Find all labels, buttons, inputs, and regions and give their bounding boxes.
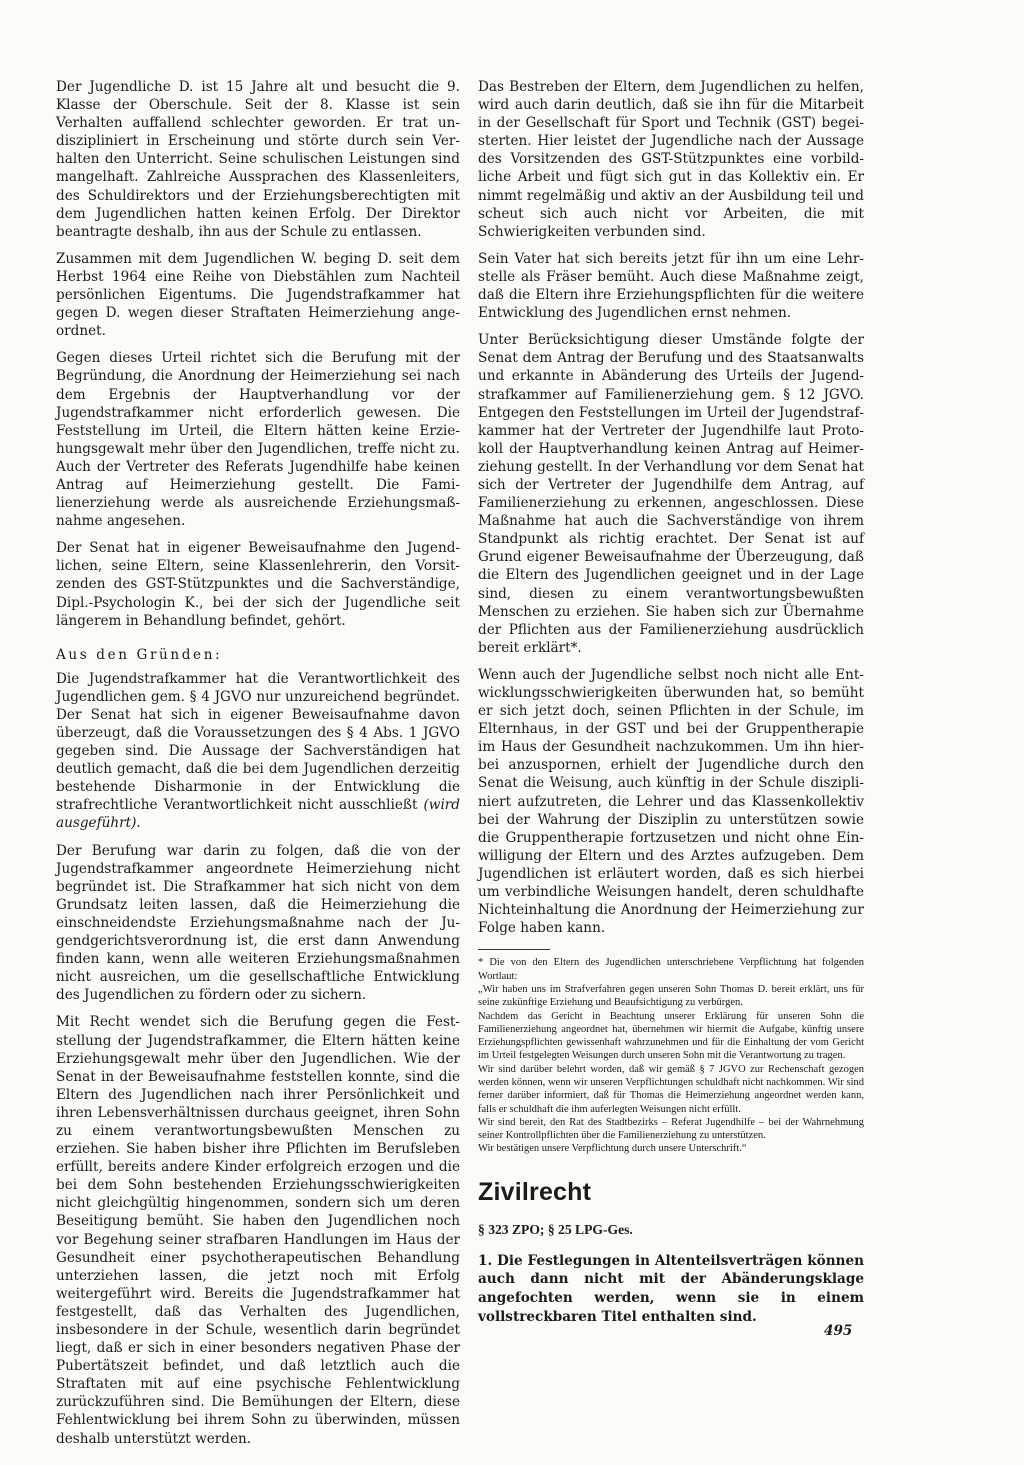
paragraph: Der Berufung war darin zu folgen, daß die von der Jugendstrafkammer angeordnete Heimerziehung nicht begründet ist. Die Strafkammer hat sich nicht von dem Grundsatz leiten lassen, daß die Heimerziehung die einschneidendste Erziehungsmaßnahme nach der Jugendgerichtsverordnung ist, die erst dann Anwendung finden kann, wenn alle weiteren Erziehungsmaßnahmen nicht ausreichen, um die gesellschaftliche Entwicklung des Jugendlichen zu fördern oder zu sichern. — [56, 842, 460, 1004]
section-heading: Zivilrecht — [478, 1177, 592, 1206]
paragraph: Sein Vater hat sich bereits jetzt für ihn um eine Lehrstelle als Fräser bemüht. Auch diese Maßnahme zeigt, daß die Eltern ihre Erziehungspflichten für die weitere Entwicklung des Jugendlichen ernst nehmen. — [478, 250, 864, 322]
paragraph: Gegen dieses Urteil richtet sich die Berufung mit der Begründung, die Anordnung der Heimerziehung sei nach dem Ergebnis der Hauptverhandlung vor der Jugendstrafkammer nicht erforderlich gewesen. Die Feststellung im Urteil, die Eltern hätten keine Erziehungsgewalt mehr über den Jugendlichen, treffe nicht zu. Auch der Vertreter des Referats Jugendhilfe habe keinen Antrag auf Heimerziehung gestellt. Die Familienerziehung werde als ausreichende Erziehungsmaßnahme angesehen. — [56, 350, 460, 530]
footnote-line: Nachdem das Gericht in Beachtung unserer Erklärung für unseren Sohn die Familienerziehung angeordnet hat, übernehmen wir hiermit die Aufgabe, künftig unsere Erziehungspflichten gewissenhaft wahrzunehmen und für die Einhaltung der vom Gericht im Urteil festgelegten Weisungen durch unseren Sohn mit die Verantwortung zu tragen. — [478, 1010, 864, 1062]
paragraph: Unter Berücksichtigung dieser Umstände folgte der Senat dem Antrag der Berufung und des Staatsanwalts und erkannte in Abänderung des Urteils der Jugendstrafkammer auf Familienerziehung gem. § 12 JGVO. Entgegen den Feststellungen im Urteil der Jugendstrafkammer hat der Vertreter der Jugendhilfe laut Protokoll der Hauptverhandlung keinen Antrag auf Heimerziehung gestellt. In der Verhandlung vor dem Senat hat sich der Vertreter der Jugendhilfe dem Antrag, auf Familienerziehung zu erkennen, angeschlossen. Diese Maßnahme hat auch die Sachverständige von ihrem Standpunkt als richtig erachtet. Der Senat ist auf Grund eigener Beweisaufnahme der Überzeugung, daß die Eltern des Jugendlichen geeignet und in der Lage sind, diesen zu einem verantwortungsbewußten Menschen zu erziehen. Sie haben sich zur Übernahme der Pflichten aus der Familienerziehung ausdrücklich bereit erklärt*. — [478, 332, 864, 656]
page-number: 495 — [824, 1323, 853, 1339]
footnote-line: * Die von den Eltern des Jugendlichen unterschriebene Verpflichtung hat folgenden Wortlaut: — [478, 957, 864, 982]
paragraph: Wenn auch der Jugendliche selbst noch nicht alle Entwicklungsschwierigkeiten überwunden hat, so bemüht er sich jetzt doch, seinen Pflichten in der Schule, im Elternhaus, in der GST und bei der Gruppentherapie im Haus der Gesundheit nachzukommen. Um ihn hierbei anzuspornen, erhielt der Jugendliche durch den Senat die Weisung, auch künftig in der Schule diszipliniert aufzutreten, die Lehrer und das Klassenkollektiv bei der Wahrung der Disziplin zu unterstützen sowie die Gruppentherapie fortzusetzen und nicht ohne Einwilligung der Eltern und des Arztes aufzugeben. Dem Jugendlichen ist erläutert worden, daß es sich hierbei um verbindliche Weisungen handelt, deren schuldhafte Nichteinhaltung die Anordnung der Heimerziehung zur Folge haben kann. — [478, 666, 864, 937]
norm-reference: § 323 ZPO; § 25 LPG-Ges. — [478, 1221, 633, 1237]
paragraph: Das Bestreben der Eltern, dem Jugendlichen zu helfen, wird auch darin deutlich, daß sie ihn für die Mitarbeit in der Gesellschaft für Sport und Technik (GST) begeisterten. Hier leistet der Jugendliche nach der Aussage des Vorsitzenden des GST-Stützpunktes eine vorbildliche Arbeit und fügt sich gut in das Kollektiv ein. Er nimmt regelmäßig und aktiv an der Ausbildung teil und scheut sich auch nicht vor Arbeiten, die mit Schwierigkeiten verbunden sind. — [478, 79, 864, 240]
paragraph: Mit Recht wendet sich die Berufung gegen die Feststellung der Jugendstrafkammer, die Eltern hätten keine Erziehungsgewalt mehr über den Jugendlichen. Wie der Senat in der Beweisaufnahme feststellen konnte, sind die Eltern des Jugendlichen nach ihrer Persönlichkeit und ihren Lebensverhältnissen durchaus geeignet, ihren Sohn zu einem verantwortungsbewußten Menschen zu erziehen. Sie haben bisher ihre Pflichten im Berufsleben erfüllt, bereits andere Kinder erfolgreich erzogen und die bei dem Sohn bestehenden Erziehungsschwierigkeiten nicht gleichgültig hingenommen, sondern sich um deren Beseitigung bemüht. Sie haben den Jugendlichen noch vor Begehung seiner strafbaren Handlungen im Haus der Gesundheit einer psychotherapeutischen Behandlung unterziehen lassen, die jetzt noch mit Erfolg weitergeführt wird. Bereits die Jugendstrafkammer hat festgestellt, daß das Verhalten des Jugendlichen, insbesondere in der Schule, wesentlich darin begründet liegt, daß er sich in einer besonders negativen Phase der Pubertätszeit befindet, und daß letztlich auch die Straftaten mit auf eine psychische Fehlentwicklung zurückzuführen sind. Die Bemühungen der Eltern, diese Fehlentwicklung bei ihrem Sohn zu überwinden, müssen deshalb unterstützt werden. — [56, 1014, 460, 1447]
headnote: 1. Die Festlegungen in Altenteilsverträgen können auch dann nicht mit der Abänderungsklage angefochten werden, wenn sie in einem vollstreckbaren Titel enthalten sind. — [478, 1252, 864, 1325]
paragraph: Der Senat hat in eigener Beweisaufnahme den Jugendlichen, seine Eltern, seine Klassenlehrerin, den Vorsitzenden des GST-Stützpunktes und die Sachverständige, Dipl.-Psychologin K., bei der sich der Jugendliche seit längerem in Behandlung befindet, gehört. — [56, 540, 460, 629]
footnote-line: „Wir haben uns im Strafverfahren gegen unseren Sohn Thomas D. bereit erklärt, uns für seine zukünftige Erziehung und Beaufsichtigung zu verbürgen. — [478, 983, 864, 1009]
footnote-line: Wir sind bereit, den Rat des Stadtbezirks – Referat Jugendhilfe – bei der Wahrnehmung seiner Kontrollpflichten über die Familienerziehung zu unterstützen. — [478, 1116, 864, 1142]
paragraph-text: Die Jugendstrafkammer hat die Verantwortlichkeit des Jugendlichen gem. § 4 JGVO nur unzureichend begründet. Der Senat hat sich in eigener Beweisaufnahme davon überzeugt, daß die Voraussetzungen des § 4 Abs. 1 JGVO gegeben sind. Die Aussage der Sachverständigen hat deutlich gemacht, daß die bei dem Jugendlichen derzeitig bestehende Disharmonie in der Entwicklung die strafrechtliche Verantwortlichkeit nicht ausschließt — [56, 670, 460, 814]
footnote-line: Wir sind darüber belehrt worden, daß wir gemäß § 7 JGVO zur Rechenschaft gezogen werden können, wenn wir unseren Verpflichtungen schuldhaft nicht nachkommen. Wir sind ferner darüber informiert, daß für Thomas die Heimerziehung angeordnet werden kann, falls er schuldhaft die ihm auferlegten Weisungen nicht erfüllt. — [478, 1063, 864, 1115]
footnote-line: Wir bestätigen unsere Verpflichtung durch unsere Unterschrift.“ — [478, 1143, 747, 1155]
paragraph: Der Jugendliche D. ist 15 Jahre alt und besucht die 9. Klasse der Oberschule. Seit der 8. Klasse ist sein Verhalten auffallend schlechter geworden. Er trat undiszipliniert in Erscheinung und störte durch sein Verhalten den Unterricht. Seine schulischen Leistungen sind mangelhaft. Zahlreiche Aussprachen des Klassenleiters, des Schuldirektors und der Erziehungsberechtigten mit dem Jugendlichen hatten keinen Erfolg. Der Direktor beantragte deshalb, ihn aus der Schule zu entlassen. — [56, 79, 460, 240]
footnote-divider — [478, 949, 550, 950]
paragraph — [56, 670, 460, 833]
grounds-heading: Aus den Gründen: — [56, 646, 223, 663]
right-column — [478, 78, 864, 1326]
footnote — [478, 956, 864, 1155]
italic-note: (wird ausgeführt). — [56, 797, 460, 832]
left-column — [56, 78, 460, 1457]
paragraph: Zusammen mit dem Jugendlichen W. beging D. seit dem Herbst 1964 eine Reihe von Diebstählen zum Nachteil persönlichen Eigentums. Die Jugendstrafkammer hat gegen D. wegen dieser Straftaten Heimerziehung angeordnet. — [56, 250, 460, 340]
